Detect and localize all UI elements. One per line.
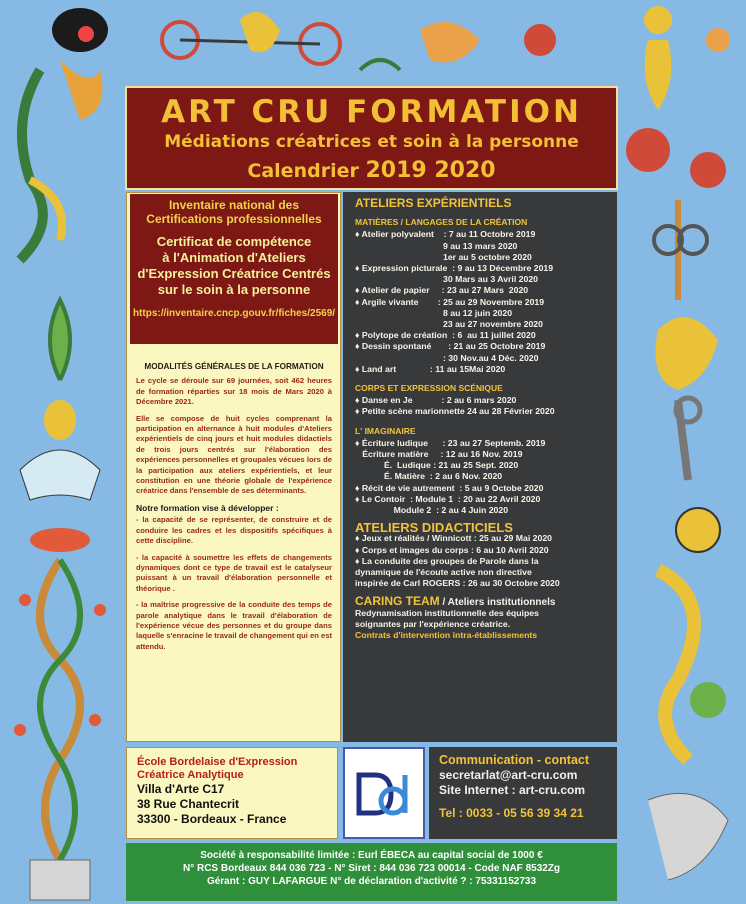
- workshops-panel: [343, 192, 617, 742]
- workshop-label: ♦ Dessin spontané :: [355, 341, 454, 352]
- didactiel-row: ♦ Corps et images du corps : 6 au 10 Avril 2020: [355, 544, 549, 555]
- workshop-date: 21 au 25 Octobre 2019: [453, 341, 546, 352]
- calendar-label: Calendrier: [247, 160, 359, 182]
- workshop-row: [355, 297, 605, 308]
- workshop-row: [355, 438, 605, 449]
- contact-website-link[interactable]: Site Internet : art-cru.com: [439, 783, 586, 797]
- certificate-line: sur le soin à la personne: [157, 282, 311, 297]
- calendar-title: [127, 158, 616, 183]
- contact-heading: Communication - contact: [439, 753, 590, 767]
- workshop-label: ♦ Land art :: [355, 363, 436, 374]
- workshop-label: ♦ Le Contoir : Module 1 :: [355, 493, 464, 504]
- certificate-line: Certificat de compétence: [156, 234, 312, 249]
- workshop-date: 1er au 5 octobre 2020: [443, 251, 532, 262]
- decorative-illustration-left: [0, 0, 122, 904]
- workshop-date: 11 au 15Mai 2020: [435, 363, 506, 374]
- workshop-date: 23 au 27 Mars 2020: [446, 285, 529, 296]
- workshop-date: 9 au 13 mars 2020: [443, 240, 518, 251]
- modalities-section: [130, 358, 338, 738]
- workshop-label: Module 2 :: [355, 505, 442, 516]
- workshop-label: ♦ Récit de vie autrement :: [355, 482, 465, 493]
- workshop-date: : 30 Nov.au 4 Déc. 2020: [443, 352, 539, 363]
- contact-phone[interactable]: Tel : 0033 - 05 56 39 34 21: [439, 806, 584, 820]
- modalities-paragraph: Le cycle se déroule sur 69 journées, soit 462 heures de formation réparties sur 18 mois de Mars 2020 à Décembre 2021.: [136, 376, 332, 407]
- caring-team-title: CARING TEAM: [355, 593, 440, 608]
- school-name: Créatrice Analytique: [137, 769, 244, 781]
- certificate-line: d'Expression Créatrice Centrés: [137, 266, 331, 281]
- school-address-line: 38 Rue Chantecrit: [137, 797, 240, 811]
- training-goals-heading: Notre formation vise à développer :: [136, 502, 279, 513]
- workshop-label: ♦ Danse en Je :: [355, 395, 447, 406]
- workshop-date: 24 au 28 Février 2020: [467, 406, 555, 417]
- workshop-row: [355, 395, 605, 406]
- training-goal-item: - la maîtrise progressive de la conduite des temps de parole analytique dans le travail d'élaboration de l'expérience vécue des personnes et du groupe dans laquelle s'enracine le travail de changement qui en est attendu.: [136, 600, 332, 651]
- page-subtitle: Médiations créatrices et soin à la personne: [164, 132, 579, 152]
- workshop-label: ♦ Atelier de papier :: [355, 285, 447, 296]
- workshop-row: [355, 285, 605, 296]
- workshop-label: É. Matière :: [355, 471, 436, 482]
- workshop-label: ♦ Atelier polyvalent :: [355, 229, 449, 240]
- caring-team-subtitle: / Ateliers institutionnels: [439, 596, 556, 608]
- didactiel-row: ♦ Jeux et réalités / Winnicott : 25 au 29 Mai 2020: [355, 533, 553, 544]
- workshop-row: [355, 449, 605, 460]
- workshop-row: [355, 460, 605, 471]
- didactiel-row: inspirée de Carl ROGERS : 26 au 30 Octobre 2020: [355, 578, 560, 589]
- caring-line: Redynamisation institutionnelle des équipes: [355, 607, 539, 618]
- decorative-illustration-right: [618, 0, 746, 904]
- workshop-label: ♦ Écriture ludique :: [355, 437, 448, 448]
- workshop-date: 12 au 16 Nov. 2019: [445, 449, 523, 460]
- footer-line: N° RCS Bordeaux 844 036 723 - N° Siret : 844 036 723 00014 - Code NAF 8532Zg: [182, 863, 561, 874]
- school-name: École Bordelaise d'Expression: [137, 756, 298, 768]
- workshop-date: 2 au 6 mars 2020: [446, 395, 517, 406]
- workshop-row: [355, 263, 605, 274]
- contact-box: [429, 747, 617, 839]
- workshop-date: 30 Mars au 3 Avril 2020: [443, 274, 538, 285]
- inventory-title-line: Certifications professionnelles: [146, 212, 322, 226]
- legal-footer: [126, 843, 617, 901]
- school-address-box: [126, 747, 338, 839]
- inventory-title: [130, 198, 338, 226]
- dd-logo-icon: [345, 749, 423, 837]
- workshop-row: [355, 341, 605, 352]
- workshop-date: 2 au 6 Nov. 2020: [435, 471, 503, 482]
- training-goal-item: - la capacité de se représenter, de construire et de conduire les cadres et les dispositifs spécifiques à cette discipline.: [136, 515, 332, 546]
- caring-line: soignantes par l'expérience créatrice.: [355, 618, 511, 629]
- certificate-text: [130, 234, 338, 298]
- decorative-illustration-top: [120, 0, 620, 88]
- workshop-date: 25 au 29 Novembre 2019: [443, 296, 545, 307]
- workshop-label: É. Ludique :: [355, 460, 439, 471]
- imaginaire-heading: L' IMAGINAIRE: [355, 425, 416, 436]
- workshop-label: ♦ Polytope de création :: [355, 330, 458, 341]
- workshop-date: 5 au 9 Octobe 2020: [464, 482, 544, 493]
- didactiel-row: ♦ La conduite des groupes de Parole dans la: [355, 555, 539, 566]
- inventory-url-link[interactable]: https://inventaire.cncp.gouv.fr/fiches/2569/: [132, 308, 336, 319]
- certificate-line: à l'Animation d'Ateliers: [162, 250, 306, 265]
- inventory-box: [130, 194, 338, 344]
- workshop-date: 21 au 25 Sept. 2020: [438, 460, 519, 471]
- workshop-row: [355, 494, 605, 505]
- workshop-date: 20 au 22 Avril 2020: [463, 493, 541, 504]
- workshop-date: 8 au 12 juin 2020: [443, 307, 513, 318]
- workshop-label: Écriture matière :: [355, 449, 446, 460]
- corps-heading: CORPS ET EXPRESSION SCÉNIQUE: [355, 383, 503, 394]
- workshop-row: [355, 483, 605, 494]
- calendar-years: 2019 2020: [365, 158, 496, 183]
- workshop-label: ♦ Argile vivante :: [355, 296, 444, 307]
- workshop-row: [355, 330, 605, 341]
- didactiel-row: dynamique de l'écoute active non directive: [355, 567, 532, 578]
- contact-email-link[interactable]: secretarlat@art-cru.com: [439, 768, 578, 782]
- workshop-date: 7 au 11 Octobre 2019: [448, 229, 536, 240]
- caring-contracts: Contrats d'intervention intra-établissements: [355, 630, 538, 641]
- workshop-row: [355, 229, 605, 240]
- header-banner: [125, 86, 618, 190]
- workshop-date: 9 au 13 Décembre 2019: [457, 263, 554, 274]
- workshop-row: [355, 505, 605, 516]
- ateliers-heading: ATELIERS EXPÉRIENTIELS: [355, 196, 512, 210]
- matieres-heading: MATIÈRES / LANGAGES DE LA CRÉATION: [355, 217, 528, 228]
- workshop-date: 23 au 27 novembre 2020: [443, 319, 543, 330]
- modalities-paragraph: Elle se compose de huit cycles comprenant la participation en alternance à huit modules d'Ateliers expérientiels de cinq jours et huit modules didactiels de trois jours centrés sur l'élaboration des expériences personnelles et groupales vécues lors de la participation aux ateliers expérientiels, et leur constitution en une théorie globale de l'expérience créatrice dans l'ensemble de ses déterminants.: [136, 413, 332, 496]
- workshop-date: 23 au 27 Septemb. 2019: [447, 437, 546, 448]
- workshop-label: ♦ Expression picturale :: [355, 263, 458, 274]
- workshop-row: [355, 471, 605, 482]
- modalities-title: MODALITÉS GÉNÉRALES DE LA FORMATION: [144, 362, 324, 371]
- caring-team-heading: [355, 593, 605, 608]
- didactiels-heading: ATELIERS DIDACTICIELS: [355, 520, 513, 536]
- workshop-label: ♦ Petite scène marionnette: [355, 406, 468, 417]
- page-title: ART CRU FORMATION: [161, 94, 582, 130]
- school-address-line: 33300 - Bordeaux - France: [137, 812, 287, 826]
- inventory-title-line: Inventaire national des: [168, 198, 300, 212]
- workshop-row: [355, 364, 605, 375]
- footer-line: Gérant : GUY LAFARGUE N° de déclaration d'activité ? : 75331152733: [206, 876, 537, 887]
- workshop-date: 6 au 11 juillet 2020: [457, 330, 536, 341]
- school-address-line: Villa d'Arte C17: [137, 782, 225, 796]
- datadock-logo: [343, 747, 425, 839]
- training-goal-item: - la capacité à soumettre les effets de changements dynamiques dont ce type de travail est le catalyseur puissant à un travail d'élaboration personnelle et théorique .: [136, 552, 332, 593]
- footer-line: Société à responsabilité limitée : Eurl ÉBECA au capital social de 1000 €: [200, 850, 543, 861]
- workshop-date: 2 au 4 Juin 2020: [441, 505, 509, 516]
- workshop-row: [355, 406, 605, 417]
